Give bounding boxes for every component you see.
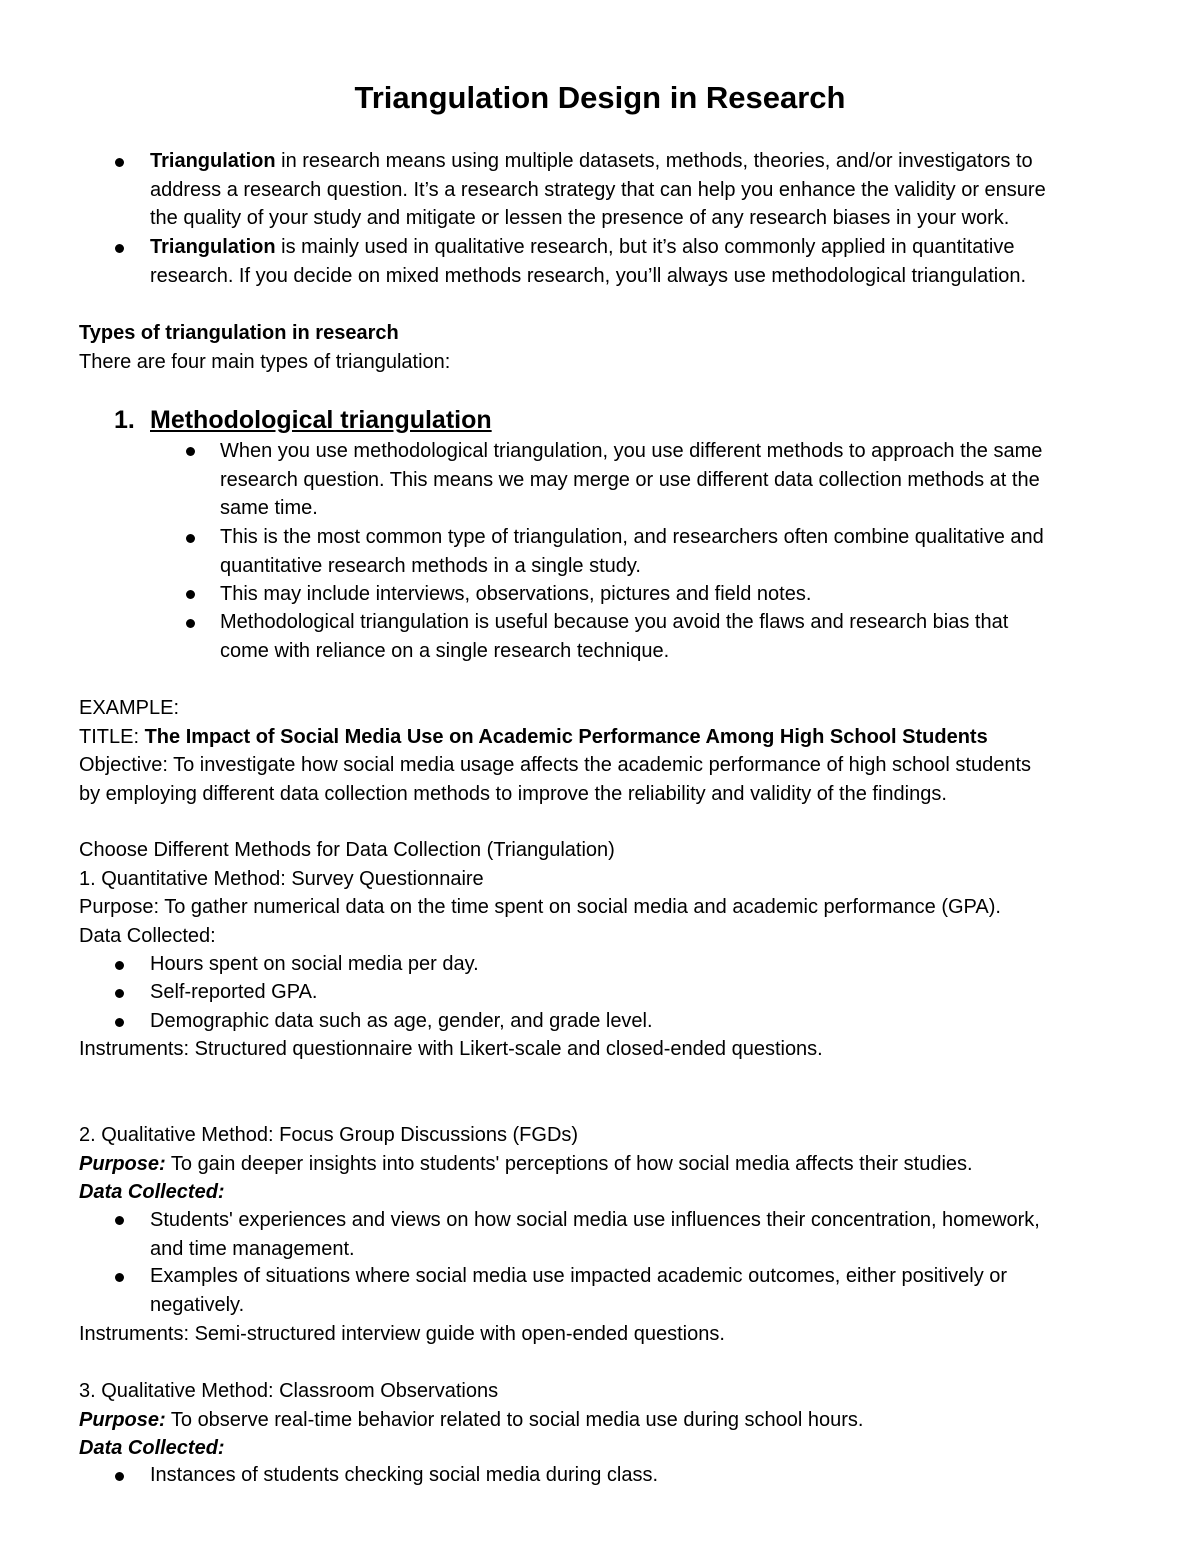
instruments-line: Instruments: Semi-structured interview guide with open-ended questions.	[79, 1323, 725, 1345]
method3-purpose: To observe real-time behavior related to social media use during school hours.	[165, 1408, 864, 1431]
method1-bullet-3	[150, 1007, 653, 1036]
example-title: The Impact of Social Media Use on Academic Performance Among High School Students	[144, 725, 988, 748]
section1-bullet-3	[220, 580, 811, 609]
method2-purpose: To gain deeper insights into students' perceptions of how social media affects their studies.	[165, 1152, 973, 1175]
bullet-dot	[115, 961, 124, 970]
types-heading: Types of triangulation in research	[79, 322, 399, 344]
method1-data-collected: Data Collected:	[79, 924, 216, 947]
types-intro: There are four main types of triangulation:	[79, 350, 451, 373]
method1-bullet-1	[150, 950, 479, 979]
bullet-line: negatively.	[150, 1293, 245, 1316]
method2-instruments	[79, 1320, 725, 1349]
method2-heading: 2. Qualitative Method: Focus Group Discussions (FGDs)	[79, 1124, 579, 1146]
section1-bullet-2	[220, 523, 1044, 580]
methods-heading: Choose Different Methods for Data Collection (Triangulation)	[79, 839, 615, 861]
bullet-dot	[115, 1472, 124, 1481]
bullet-dot	[115, 1018, 124, 1027]
purpose-label: Purpose:	[79, 1152, 166, 1175]
bullet-line: When you use methodological triangulation, you use different methods to approach the same	[220, 440, 1043, 462]
method1-block	[79, 836, 1001, 950]
example-label: EXAMPLE:	[79, 697, 180, 719]
method2-bullet-1	[150, 1206, 1040, 1263]
section1-bullet-1	[220, 437, 1042, 523]
purpose-label: Purpose:	[79, 1408, 166, 1431]
method1-heading: 1. Quantitative Method: Survey Questionnaire	[79, 867, 484, 890]
intro-bullet-1	[150, 147, 1046, 233]
bullet-dot	[115, 1216, 124, 1225]
bullet-dot	[186, 590, 195, 599]
bullet-dot	[115, 989, 124, 998]
section-title: Methodological triangulation	[150, 406, 492, 434]
example-block	[79, 694, 1031, 808]
bullet-dot	[115, 244, 124, 253]
term-triangulation: Triangulation	[150, 236, 276, 258]
document-title: Triangulation Design in Research	[354, 80, 846, 115]
method2-block	[79, 1121, 973, 1207]
method3-block	[79, 1377, 863, 1463]
method1-instruments	[79, 1035, 823, 1064]
objective-line1: Objective: To investigate how social media usage affects the academic performance of high school students	[79, 754, 1032, 776]
bullet-dot	[186, 447, 195, 456]
bullet-dot	[186, 534, 195, 543]
method3-heading: 3. Qualitative Method: Classroom Observations	[79, 1380, 499, 1402]
title-label: TITLE:	[79, 725, 145, 748]
method2-bullet-2	[150, 1262, 1007, 1319]
bullet-dot	[186, 619, 195, 628]
bullet-line: same time.	[220, 497, 318, 519]
data-collected-label: Data Collected:	[79, 1437, 225, 1459]
instruments-line: Instruments: Structured questionnaire with Likert-scale and closed-ended questions.	[79, 1038, 823, 1060]
objective-line2: by employing different data collection methods to improve the reliability and validity of the findings.	[79, 782, 947, 805]
section-number: 1.	[114, 406, 135, 434]
bullet-line: Examples of situations where social media use impacted academic outcomes, either positively or	[150, 1265, 1008, 1287]
bullet-line: Demographic data such as age, gender, and grade level.	[150, 1010, 653, 1032]
bullet-line: Students' experiences and views on how social media use influences their concentration, homework,	[150, 1209, 1040, 1231]
bullet-line: quantitative research methods in a single study.	[220, 554, 641, 577]
intro-bullet-1-line1: in research means using multiple datasets, methods, theories, and/or investigators to	[275, 150, 1033, 172]
method1-purpose: Purpose: To gather numerical data on the time spent on social media and academic performance (GPA).	[79, 896, 1001, 918]
intro-bullet-2	[150, 233, 1026, 290]
bullet-line: come with reliance on a single research technique.	[220, 639, 670, 662]
section1-bullet-4	[220, 608, 1008, 665]
bullet-line: Instances of students checking social media during class.	[150, 1464, 659, 1486]
data-collected-label: Data Collected:	[79, 1181, 225, 1203]
intro-bullet-2-line1: is mainly used in qualitative research, but it’s also commonly applied in quantitative	[275, 236, 1015, 258]
bullet-line: Self-reported GPA.	[150, 981, 318, 1003]
bullet-line: research question. This means we may merge or use different data collection methods at the	[220, 468, 1040, 491]
intro-bullet-1-line3: the quality of your study and mitigate or lessen the presence of any research biases in your work.	[150, 207, 1010, 229]
bullet-line: This may include interviews, observations, pictures and field notes.	[220, 583, 812, 605]
method3-bullet-1	[150, 1461, 658, 1490]
bullet-line: Hours spent on social media per day.	[150, 953, 479, 975]
bullet-dot	[115, 158, 124, 167]
bullet-dot	[115, 1273, 124, 1282]
bullet-line: and time management.	[150, 1237, 355, 1260]
bullet-line: This is the most common type of triangulation, and researchers often combine qualitative and	[220, 526, 1044, 548]
intro-bullet-2-line2: research. If you decide on mixed methods research, you’ll always use methodological triangulation.	[150, 264, 1027, 287]
term-triangulation: Triangulation	[150, 150, 276, 172]
types-section	[79, 319, 450, 376]
method1-bullet-2	[150, 978, 317, 1007]
intro-bullet-1-line2: address a research question. It’s a research strategy that can help you enhance the validity or ensure	[150, 178, 1046, 201]
bullet-line: Methodological triangulation is useful because you avoid the flaws and research bias that	[220, 611, 1009, 633]
